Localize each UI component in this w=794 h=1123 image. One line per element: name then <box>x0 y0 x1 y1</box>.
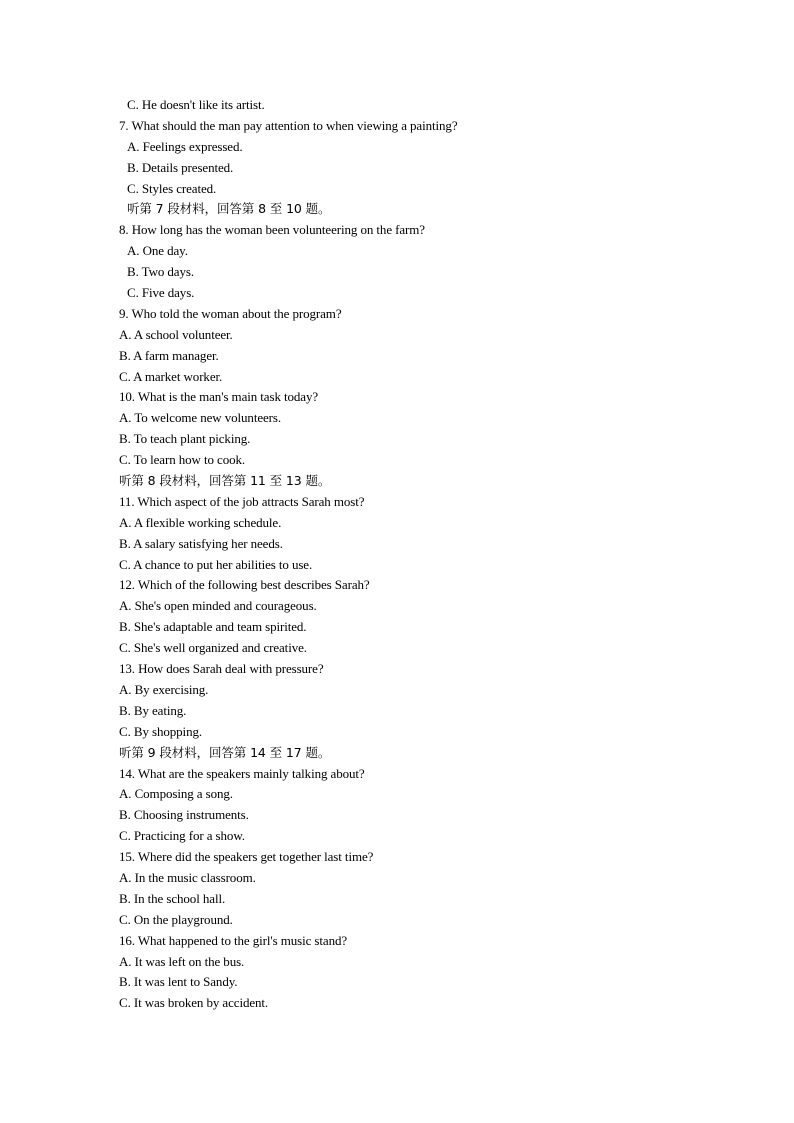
answer-option: A. One day. <box>127 243 188 259</box>
document-page <box>0 95 794 1014</box>
question-text: 11. Which aspect of the job attracts Sarah most? <box>119 493 365 509</box>
question-text: 12. Which of the following best describes Sarah? <box>119 577 370 593</box>
answer-option: B. By eating. <box>119 702 187 718</box>
answer-option: A. A flexible working schedule. <box>119 514 282 530</box>
answer-option: B. Details presented. <box>127 159 234 175</box>
answer-option: A. She's open minded and courageous. <box>119 598 317 614</box>
answer-option: C. Practicing for a show. <box>119 828 245 844</box>
section-instruction: 听第 9 段材料，回答第 14 至 17 题。 <box>119 744 331 760</box>
answer-option: C. A chance to put her abilities to use. <box>119 556 313 572</box>
answer-option: B. A salary satisfying her needs. <box>119 535 283 551</box>
question-text: 14. What are the speakers mainly talking about? <box>119 765 365 781</box>
answer-option: B. Choosing instruments. <box>119 807 249 823</box>
answer-option: C. To learn how to cook. <box>119 452 246 468</box>
question-text: 8. How long has the woman been volunteering on the farm? <box>119 222 425 238</box>
answer-option: A. It was left on the bus. <box>119 953 245 969</box>
question-text: 7. What should the man pay attention to when viewing a painting? <box>119 117 458 133</box>
section-instruction: 听第 8 段材料，回答第 11 至 13 题。 <box>119 473 331 489</box>
answer-option: B. She's adaptable and team spirited. <box>119 619 307 635</box>
answer-option: C. By shopping. <box>119 723 203 739</box>
answer-option: C. On the playground. <box>119 911 233 927</box>
answer-option: C. She's well organized and creative. <box>119 640 307 656</box>
section-instruction: 听第 7 段材料，回答第 8 至 10 题。 <box>127 201 331 217</box>
question-text: 13. How does Sarah deal with pressure? <box>119 661 324 677</box>
answer-option: C. A market worker. <box>119 368 223 384</box>
question-text: 15. Where did the speakers get together last time? <box>119 849 374 865</box>
question-text: 9. Who told the woman about the program? <box>119 305 342 321</box>
answer-option: A. By exercising. <box>119 681 209 697</box>
question-text: 16. What happened to the girl's music stand? <box>119 932 348 948</box>
answer-option: B. A farm manager. <box>119 347 219 363</box>
answer-option: B. In the school hall. <box>119 890 226 906</box>
answer-option: C. It was broken by accident. <box>119 995 269 1011</box>
answer-option: A. In the music classroom. <box>119 869 256 885</box>
answer-option: A. To welcome new volunteers. <box>119 410 282 426</box>
answer-option: C. He doesn't like its artist. <box>127 97 265 112</box>
answer-option: A. Feelings expressed. <box>127 138 243 154</box>
answer-option: A. A school volunteer. <box>119 326 233 342</box>
answer-option: C. Styles created. <box>127 180 217 196</box>
question-text: 10. What is the man's main task today? <box>119 389 319 405</box>
answer-option: B. It was lent to Sandy. <box>119 974 238 990</box>
answer-option: B. Two days. <box>127 264 194 280</box>
answer-option: B. To teach plant picking. <box>119 431 251 447</box>
answer-option: A. Composing a song. <box>119 786 233 802</box>
answer-option: C. Five days. <box>127 285 195 301</box>
